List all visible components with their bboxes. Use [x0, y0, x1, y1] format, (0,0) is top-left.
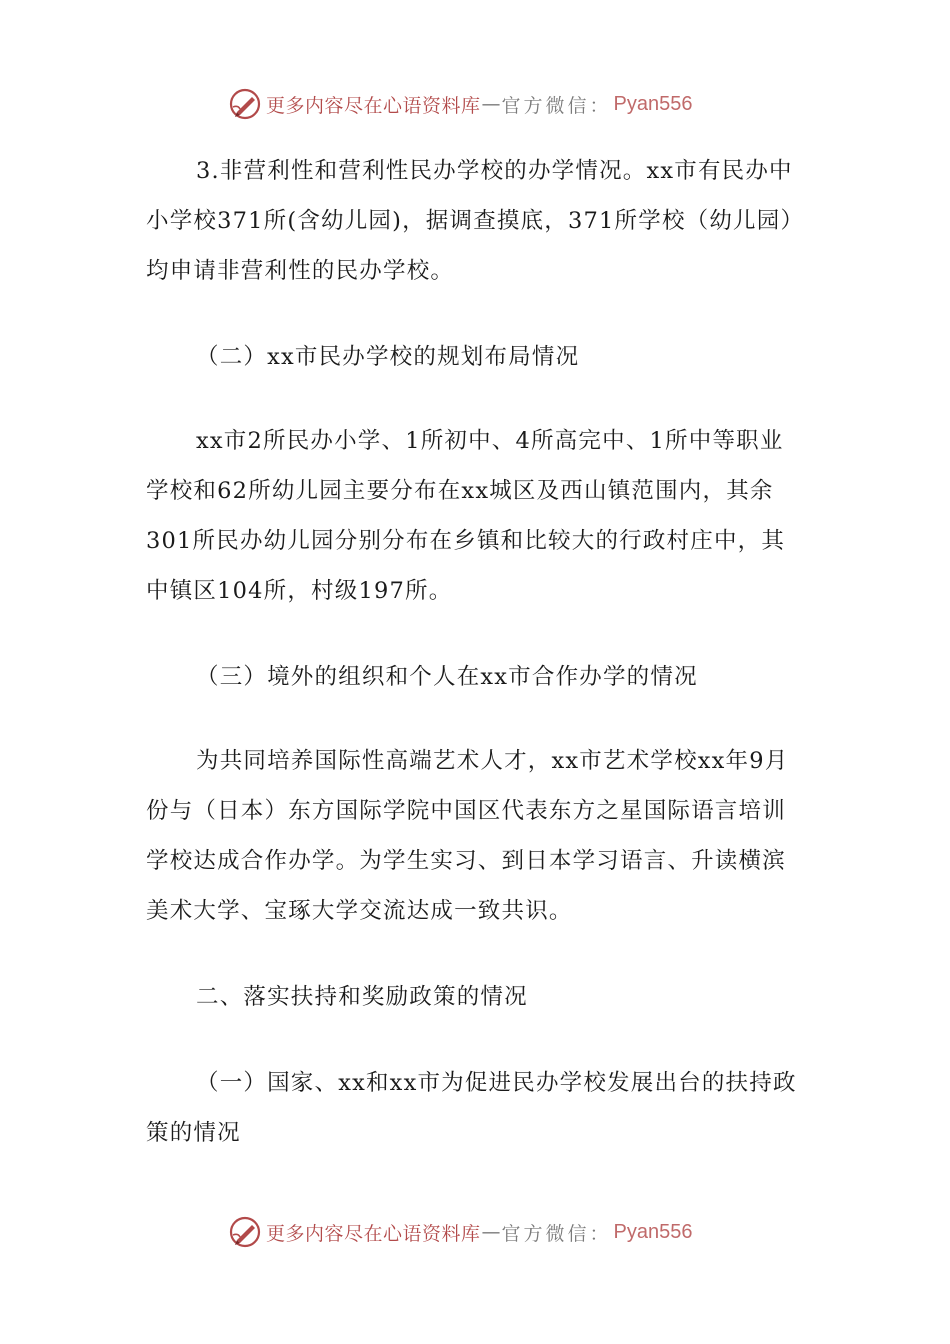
banner-wechat-label: 官方微信：: [501, 94, 612, 117]
section-heading-layout: （二）xx市民办学校的规划布局情况: [196, 344, 580, 370]
banner-dash: —: [481, 1221, 501, 1243]
section-heading-policy: 二、落实扶持和奖励政策的情况: [196, 984, 528, 1010]
banner-wechat-label: 官方微信：: [501, 1222, 612, 1245]
pen-logo-icon: [228, 87, 262, 121]
banner-main-text: 更多内容尽在心语资料库: [266, 94, 481, 117]
banner-wechat-id: Pyan556: [613, 92, 693, 115]
section-heading-foreign-cooperation: （三）境外的组织和个人在xx市合作办学的情况: [196, 664, 698, 690]
footer-watermark-banner: [228, 1212, 693, 1252]
banner-wechat-id: Pyan556: [613, 1220, 693, 1243]
pen-logo-icon: [228, 1215, 262, 1249]
paragraph-foreign-cooperation: 为共同培养国际性高端艺术人才，xx市艺术学校xx年9月份与（日本）东方国际学院中国区代表东方之星国际语言培训学校达成合作办学。为学生实习、到日本学习语言、升读横滨美术大学、宝琢大学交流达成一致共识。: [146, 748, 789, 924]
paragraph-nonprofit-schools: 3.非营利性和营利性民办学校的办学情况。xx市有民办中小学校371所(含幼儿园)，据调查摸底，371所学校（幼儿园）均申请非营利性的民办学校。: [146, 158, 805, 284]
header-watermark-banner: [228, 84, 693, 124]
banner-dash: —: [481, 93, 501, 115]
paragraph-layout-distribution: xx市2所民办小学、1所初中、4所高完中、1所中等职业学校和62所幼儿园主要分布在xx城区及西山镇范围内，其余301所民办幼儿园分别分布在乡镇和比较大的行政村庄中，其中镇区104所，村级197所。: [146, 428, 786, 604]
paragraph-support-policy: （一）国家、xx和xx市为促进民办学校发展出台的扶持政策的情况: [146, 1070, 797, 1146]
banner-main-text: 更多内容尽在心语资料库: [266, 1222, 481, 1245]
